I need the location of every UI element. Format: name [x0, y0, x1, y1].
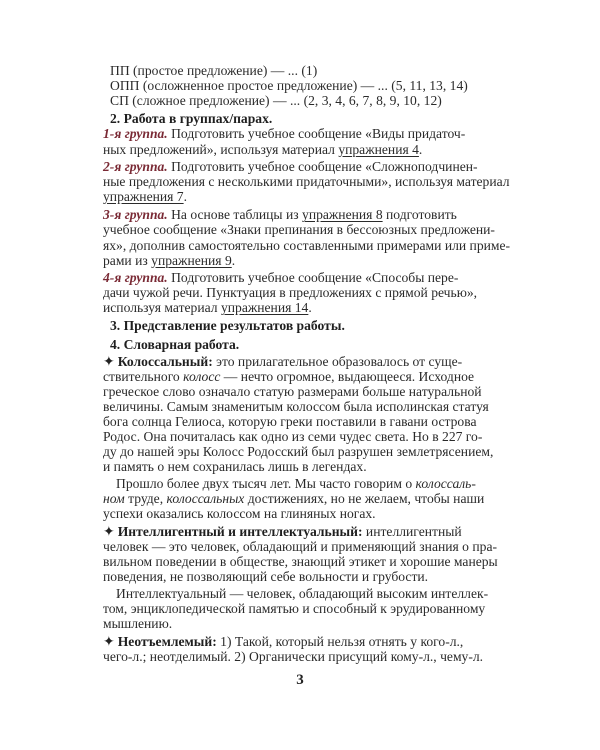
group-label: 1-я группа.: [103, 126, 168, 142]
section-heading: 3. Представление результатов работы.: [110, 318, 345, 334]
text: .: [418, 141, 423, 157]
text: На основе таблицы из: [167, 207, 303, 223]
abbr-line: ОПП (осложненное простое предложение) — ... (5, 11, 13, 14): [110, 78, 468, 93]
text: Прошло более двух тысяч лет. Мы часто говорим о: [116, 476, 416, 492]
vocab-term: Колоссальный:: [117, 353, 213, 369]
text: .: [183, 189, 188, 204]
text: подготовить: [382, 207, 457, 223]
text: это прилагательное образовалось от суще-: [212, 353, 463, 369]
exercise-link[interactable]: упражнения 9: [151, 252, 232, 268]
vocab-entry-line: ду до нашей эры Колосс Родосский был разрушен землетрясением,: [103, 443, 494, 459]
page-number: 3: [296, 672, 304, 688]
vocab-entry-line: и память о нем сохранилась лишь в легендах.: [103, 458, 367, 474]
vocab-entry-line: вильном поведении в обществе, знающий этикет и хорошие манеры: [103, 553, 498, 569]
italic-word: колоссаль-: [415, 476, 476, 492]
italic-word: ном: [103, 491, 125, 507]
group-label: 4-я группа.: [103, 270, 168, 285]
text: — нечто огромное, выдающееся. Исходное: [220, 368, 475, 384]
exercise-link[interactable]: упражнения 7: [103, 189, 184, 204]
vocab-entry-line: бога солнца Гелиоса, которую греки поставили в гавани острова: [103, 413, 477, 429]
abbr-line: СП (сложное предложение) — ... (2, 3, 4, 6, 7, 8, 9, 10, 12): [110, 93, 442, 109]
text: используя материал: [103, 300, 221, 316]
text: 1) Такой, который нельзя отнять у кого-л.,: [216, 634, 464, 649]
text: .: [308, 300, 312, 316]
vocab-entry-line: человек — это человек, обладающий и применяющий знания о пра-: [103, 538, 498, 554]
italic-word: колосс: [183, 368, 221, 384]
vocab-term: Интеллигентный и интеллектуальный:: [117, 523, 363, 539]
star-bullet-icon: ✦: [103, 353, 115, 370]
abbr-line: ПП (простое предложение) — ... (1): [110, 63, 318, 78]
vocab-entry-line: Интеллектуальный — человек, обладающий высоким интеллек-: [116, 586, 489, 602]
vocab-entry-line: поведения, не позволяющий себе вольности и грубости.: [103, 568, 429, 584]
group-2-line: [103, 188, 187, 205]
text: рами из: [103, 252, 152, 268]
text: Подготовить учебное сообщение «Сложноподчинен-: [167, 159, 478, 174]
vocab-entry-line: Родос. Она почиталась как одно из семи чудес света. Но в 227 го-: [103, 428, 483, 444]
group-3-line: ях», дополнив самостоятельно составленными примерами или приме-: [103, 237, 511, 253]
group-1-line: [103, 141, 422, 158]
group-2-line: ные предложения с несколькими придаточными», используя материал: [103, 174, 510, 189]
section-heading: 4. Словарная работа.: [110, 336, 240, 352]
text: ных предложений», используя материал: [103, 141, 339, 157]
vocab-entry-line: успехи оказались колоссом на глиняных ногах.: [103, 506, 376, 522]
text: интеллигентный: [362, 523, 462, 539]
star-bullet-icon: ✦: [103, 523, 115, 540]
vocab-entry-line: чего-л.; неотделимый. 2) Органически присущий кому-л., чему-л.: [103, 649, 484, 664]
group-3-line: учебное сообщение «Знаки препинания в бессоюзных предложени-: [103, 222, 495, 238]
star-bullet-icon: ✦: [103, 634, 115, 650]
group-label: 2-я группа.: [103, 159, 168, 174]
text: Подготовить учебное сообщение «Способы пере-: [167, 270, 459, 285]
vocab-entry-line: величины. Самым знаменитым колоссом была исполинская статуя: [103, 398, 489, 414]
text: труде,: [124, 491, 167, 507]
exercise-link[interactable]: упражнения 8: [302, 207, 383, 223]
exercise-link[interactable]: упражнения 4: [338, 141, 419, 157]
text: достижениях, но не желаем, чтобы наши: [244, 491, 485, 507]
group-4-line: дачи чужой речи. Пунктуация в предложениях с прямой речью»,: [103, 285, 478, 300]
text: ствительного: [103, 368, 184, 384]
vocab-term: Неотъемлемый:: [117, 634, 217, 649]
vocab-entry-line: мышлению.: [103, 616, 173, 632]
text: Подготовить учебное сообщение «Виды придаточ-: [167, 126, 466, 142]
exercise-link[interactable]: упражнения 14: [220, 300, 309, 316]
group-3-line: [103, 252, 235, 269]
italic-word: колоссальных: [166, 491, 245, 507]
group-4-line: [103, 299, 312, 316]
section-heading: 2. Работа в группах/парах.: [110, 110, 273, 126]
group-label: 3-я группа.: [103, 207, 168, 223]
vocab-entry-line: греческое слово означало статую размерами больше натуральной: [103, 383, 482, 399]
vocab-entry-line: том, энциклопедической памятью и способный к эрудированному: [103, 601, 486, 617]
text: .: [231, 252, 236, 268]
